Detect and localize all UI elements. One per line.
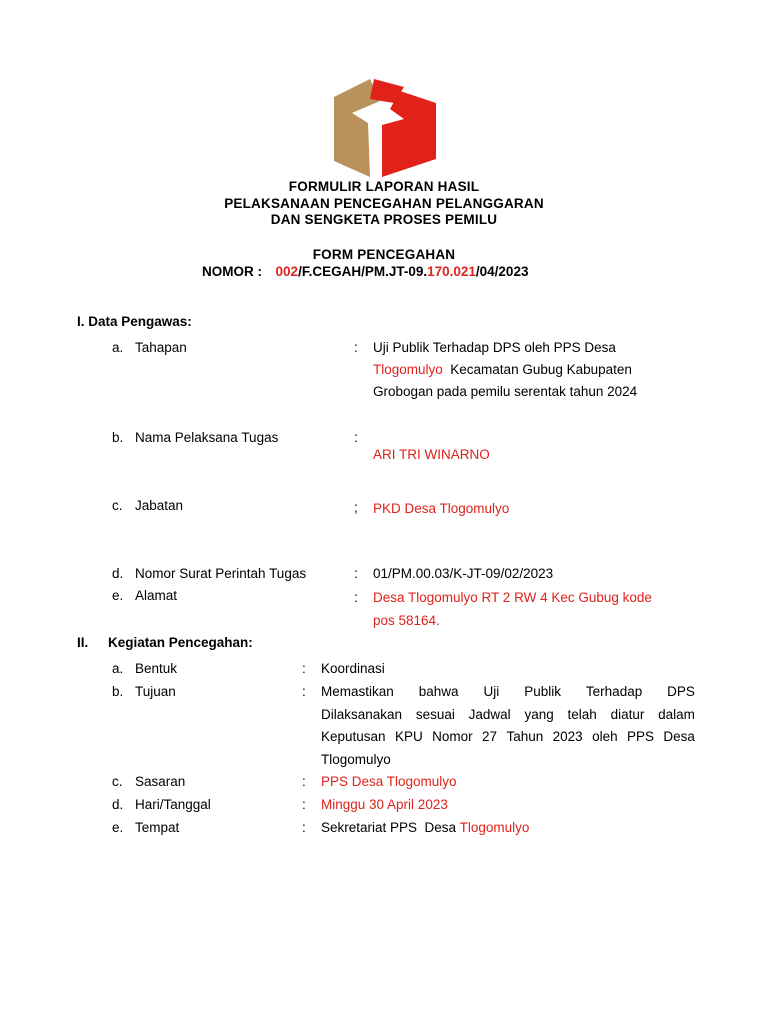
item-letter: d. (112, 797, 124, 812)
item-label: Nomor Surat Perintah Tugas (135, 566, 307, 581)
item-label: Bentuk (135, 661, 178, 676)
nomor-surat-value: 01/PM.00.03/K-JT-09/02/2023 (373, 566, 554, 581)
item-letter: c. (112, 498, 123, 513)
alamat-value-line-1: Desa Tlogomulyo RT 2 RW 4 Kec Gubug kode (373, 590, 652, 605)
nomor-label: NOMOR : (202, 264, 262, 279)
tujuan-word: diatur (610, 707, 645, 722)
tujuan-word: 27 (482, 729, 498, 744)
tujuan-value-line-1 (321, 683, 695, 700)
item-separator: : (354, 566, 358, 581)
item-letter: a. (112, 340, 124, 355)
tujuan-word: Publik (524, 684, 561, 699)
item-label: Jabatan (135, 498, 184, 513)
item-letter: d. (112, 566, 124, 581)
item-separator: : (302, 797, 306, 812)
tujuan-value-line-3 (321, 728, 695, 745)
item-label: Hari/Tanggal (135, 797, 211, 812)
tujuan-word: DPS (667, 684, 695, 699)
tahapan-value-line-3: Grobogan pada pemilu serentak tahun 2024 (373, 384, 638, 399)
item-label: Alamat (135, 588, 178, 603)
tujuan-word: yang (524, 707, 554, 722)
tujuan-word: sesuai (415, 707, 455, 722)
tujuan-word: oleh (592, 729, 618, 744)
tahapan-rest: Kecamatan Gubug Kabupaten (442, 362, 632, 377)
form-title-line-1: FORMULIR LAPORAN HASIL (288, 179, 480, 194)
tujuan-word: KPU (394, 729, 423, 744)
item-label: Tujuan (135, 684, 176, 699)
item-label: Sasaran (135, 774, 186, 789)
tujuan-word: Jadwal (468, 707, 511, 722)
tempat-value (321, 819, 529, 836)
tempat-value-red: Tlogomulyo (459, 820, 530, 835)
section-2-heading: Kegiatan Pencegahan: (108, 635, 253, 650)
item-letter: e. (112, 588, 124, 603)
tujuan-word: PPS (626, 729, 654, 744)
nomor-part-2: /F.CEGAH/PM.JT-09. (298, 264, 428, 279)
sasaran-value: PPS Desa Tlogomulyo (321, 774, 457, 789)
item-separator: : (354, 340, 358, 355)
tujuan-word: Dilaksanakan (321, 707, 403, 722)
item-separator: : (302, 684, 306, 699)
form-title-line-3: DAN SENGKETA PROSES PEMILU (270, 212, 498, 227)
tahapan-value-line-2 (373, 361, 632, 378)
item-separator: ; (354, 500, 358, 515)
nomor-part-1: 002 (275, 264, 299, 279)
tahapan-value-line-1: Uji Publik Terhadap DPS oleh PPS Desa (373, 340, 616, 355)
nomor-part-4: /04/2023 (475, 264, 529, 279)
item-separator: : (302, 774, 306, 789)
nomor-line (202, 263, 528, 280)
tujuan-word: telah (567, 707, 597, 722)
tujuan-value-line-2 (321, 706, 695, 723)
bentuk-value: Koordinasi (321, 661, 385, 676)
bawaslu-logo (334, 79, 436, 177)
form-name: FORM PENCEGAHAN (312, 247, 456, 262)
item-separator: : (302, 661, 306, 676)
item-letter: c. (112, 774, 123, 789)
item-label: Nama Pelaksana Tugas (135, 430, 279, 445)
tempat-value-black: Sekretariat PPS Desa (321, 820, 460, 835)
tujuan-word: Uji (483, 684, 500, 699)
tujuan-word: 2023 (552, 729, 583, 744)
tujuan-word: Terhadap (585, 684, 643, 699)
item-letter: b. (112, 430, 124, 445)
hari-tanggal-value: Minggu 30 April 2023 (321, 797, 448, 812)
nama-pelaksana-value: ARI TRI WINARNO (373, 447, 490, 462)
nomor-part-3: 170.021 (427, 264, 476, 279)
item-separator: : (354, 590, 358, 605)
item-separator: : (302, 820, 306, 835)
item-letter: a. (112, 661, 124, 676)
alamat-value-line-2: pos 58164. (373, 613, 440, 628)
item-label: Tempat (135, 820, 180, 835)
tujuan-value-line-4: Tlogomulyo (321, 752, 391, 767)
tujuan-word: Desa (663, 729, 695, 744)
form-title-line-2: PELAKSANAAN PENCEGAHAN PELANGGARAN (224, 196, 544, 211)
item-label: Tahapan (135, 340, 187, 355)
tujuan-word: Memastikan (321, 684, 394, 699)
tujuan-word: bahwa (418, 684, 459, 699)
item-separator: : (354, 430, 358, 445)
section-2-numeral: II. (77, 635, 89, 650)
tujuan-word: dalam (658, 707, 695, 722)
jabatan-value: PKD Desa Tlogomulyo (373, 501, 510, 516)
item-letter: e. (112, 820, 124, 835)
tujuan-word: Nomor (432, 729, 473, 744)
tahapan-village: Tlogomulyo (373, 362, 443, 377)
logo-red-shape (382, 91, 436, 177)
tujuan-word: Keputusan (321, 729, 386, 744)
item-letter: b. (112, 684, 124, 699)
tujuan-word: Tahun (506, 729, 544, 744)
section-1-heading: I. Data Pengawas: (77, 314, 192, 329)
